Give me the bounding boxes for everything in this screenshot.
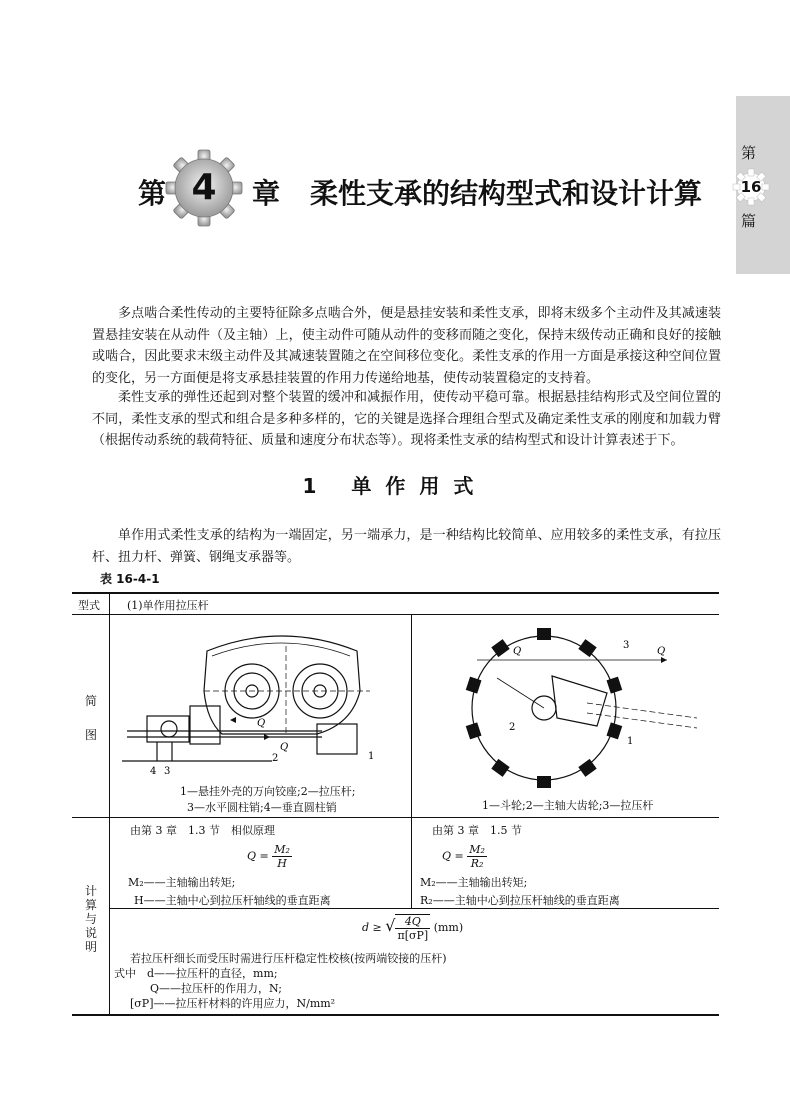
section-title: 1 单作用式 — [302, 474, 488, 498]
calc-header-char: 算 — [85, 898, 98, 912]
calc-right-ref: 由第 3 章 1.5 节 — [432, 824, 522, 837]
figure-label: Q — [513, 646, 522, 657]
figure-label: 3 — [623, 640, 630, 651]
calc-header-char: 说 — [85, 926, 98, 940]
side-tab-number: 16 — [740, 178, 762, 196]
calc-header-char: 与 — [85, 912, 98, 926]
chapter-title: 柔性支承的结构型式和设计计算 — [310, 177, 703, 210]
figure-label: 1 — [627, 736, 634, 747]
figure-label: Q — [280, 742, 289, 753]
calc-left-formula: Q = $\frac{\text{M₂}}{H}$ — [247, 843, 290, 870]
calc-header-char: 计 — [85, 884, 98, 898]
figure-header-char: 图 — [85, 728, 98, 742]
figure-label: Q — [657, 646, 666, 657]
chapter-number: 4 — [191, 167, 217, 208]
side-tab-bottom: 篇 — [741, 212, 757, 230]
side-tab-top: 第 — [741, 144, 757, 162]
figure-label: 1 — [368, 751, 375, 762]
bucket-wheel-drawing-right — [417, 618, 715, 793]
calc-right-def: M₂——主轴输出转矩; — [420, 876, 528, 889]
symbol-definition: 式中 d——拉压杆的直径，mm; — [114, 967, 278, 980]
figure-header-char: 简 — [85, 694, 98, 708]
chapter-prefix: 第 — [138, 177, 167, 210]
figure-label: Q — [257, 718, 266, 729]
figure-label: 3 — [164, 766, 171, 777]
calc-left-ref: 由第 3 章 1.3 节 相似原理 — [130, 824, 275, 837]
figure-label: 2 — [272, 753, 279, 764]
stability-note: 若拉压杆细长而受压时需进行压杆稳定性校核(按两端铰接的压杆) — [130, 952, 447, 965]
calc-header-char: 明 — [85, 940, 98, 954]
body-paragraph: 多点啮合柔性传动的主要特征除多点啮合外，便是悬挂安装和柔性支承，即将末级多个主动件及其减速装置悬挂安装在从动件（及主轴）上，使主动件可随从动件的变移而随之变化，保持末级传动正确和良好的接触或啮合，因此要求末级主动件及其减速装置随之在空间移位变化。柔性支承的作用一方面是承接这种空间位置的变化，另一方面便是将支承悬挂装置的作用力传递给地基，使传动装置稳定的支持着。 — [92, 306, 721, 386]
table-16-4-1 — [72, 592, 719, 1016]
calc-right-def: R₂——主轴中心到拉压杆轴线的垂直距离 — [420, 894, 620, 907]
tension-rod-drawing-left — [112, 616, 410, 791]
calc-left-def: H——主轴中心到拉压杆轴线的垂直距离 — [134, 894, 331, 907]
figure-left-caption-line: 1—悬挂外壳的万向铰座;2—拉压杆; — [180, 785, 356, 798]
figure-label: 4 — [150, 766, 157, 777]
body-paragraph: 柔性支承的弹性还起到对整个装置的缓冲和减振作用，使传动平稳可靠。根据悬挂结构形式及空间位置的不同，柔性支承的型式和组合是多种多样的，它的关键是选择合理组合型式及确定柔性支承的刚度和加载力臂（根据传动系统的载荷特征、质量和速度分布状态等）。现将柔性支承的结构型式和设计计算表述于下。 — [92, 390, 721, 448]
section-paragraph: 单作用式柔性支承的结构为一端固定，另一端承力，是一种结构比较简单、应用较多的柔性支承，有拉压杆、扭力杆、弹簧、钢绳支承器等。 — [92, 528, 721, 565]
calc-right-formula: Q = $\frac{\text{M₂}}{\text{R₂}}$ — [442, 843, 485, 870]
type-header: 型式 — [78, 599, 100, 612]
type-value: (1)单作用拉压杆 — [127, 599, 209, 612]
table-label: 表 16-4-1 — [100, 572, 160, 586]
calc-left-def: M₂——主轴输出转矩; — [128, 876, 236, 889]
figure-label: 2 — [509, 722, 516, 733]
chapter-suffix: 章 — [252, 177, 281, 210]
figure-right-caption: 1—斗轮;2—主轴大齿轮;3—拉压杆 — [482, 799, 654, 812]
symbol-definition: [σP]——拉压杆材料的许用应力，N/mm² — [130, 997, 336, 1010]
diameter-formula: d ≥ √ $\frac{4Q}{\pi[\sigma P]}$ (mm) — [362, 915, 464, 942]
symbol-definition: Q——拉压杆的作用力，N; — [150, 982, 282, 995]
figure-left-caption-line: 3—水平圆柱销;4—垂直圆柱销 — [187, 801, 337, 814]
